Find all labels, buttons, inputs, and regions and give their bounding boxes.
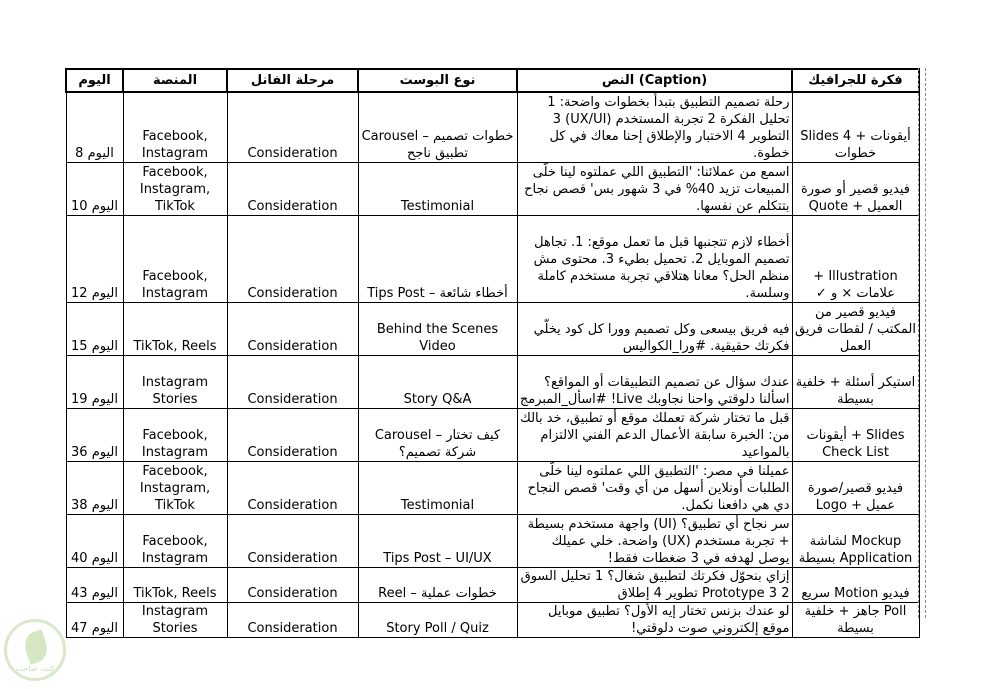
row-platform: Facebook, Instagram [123, 514, 227, 567]
content-calendar-table [65, 68, 920, 638]
row-platform: Facebook, Instagram [123, 408, 227, 461]
row-day: اليوم 38 [66, 461, 123, 514]
row-caption: عميلنا في مصر: 'التطبيق اللي عملتوه لينا خلّى الطلبات أونلاين أسهل من أي وقت' قصص النجاح دي هي دافعنا نكمل. [517, 461, 792, 514]
row-day: اليوم 40 [66, 514, 123, 567]
header-type: نوع البوست [358, 69, 517, 92]
header-day: اليوم [66, 69, 123, 92]
row-day: اليوم 47 [66, 602, 123, 637]
row-graphic: فيديو قصير أو صورة العميل + Quote [792, 162, 919, 215]
table-row [66, 355, 919, 408]
row-type: Behind the Scenes Video [358, 302, 517, 355]
header-row [66, 69, 919, 92]
row-stage: Consideration [227, 162, 358, 215]
row-caption: عندك سؤال عن تصميم التطبيقات أو المواقع؟ اسألنا دلوقتي واحنا نجاوبك Live! #اسأل_المبرمج [517, 355, 792, 408]
row-caption: أخطاء لازم تتجنبها قبل ما تعمل موقع: 1. تجاهل تصميم الموبايل 2. تحميل بطيء 3. محتوى مش منظم الحل؟ معانا هتلاقي تجربة مستخدم كاملة وسلسة. [517, 215, 792, 302]
row-caption: فيه فريق بيسعى وكل تصميم وورا كل كود يخلّي فكرتك حقيقية. #ورا_الكواليس [517, 302, 792, 355]
table-row [66, 162, 919, 215]
row-platform: Facebook, Instagram, TikTok [123, 162, 227, 215]
row-graphic: فيديو قصير/صورة عميل + Logo [792, 461, 919, 514]
row-day: اليوم 8 [66, 92, 123, 162]
row-day: اليوم 10 [66, 162, 123, 215]
row-type: Carousel – خطوات تصميم تطبيق ناجح [358, 92, 517, 162]
row-type: Tips Post – UI/UX [358, 514, 517, 567]
row-type: Reel – خطوات عملية [358, 567, 517, 602]
row-stage: Consideration [227, 302, 358, 355]
row-graphic: استيكر أسئلة + خلفية بسيطة [792, 355, 919, 408]
row-graphic: فيديو قصير من المكتب / لقطات فريق العمل [792, 302, 919, 355]
header-graphic: فكرة للجرافيك [792, 69, 919, 92]
row-caption: لو عندك بزنس تختار إيه الأول؟ تطبيق موبايل موقع إلكتروني صوت دلوقتي! [517, 602, 792, 637]
row-type: Story Poll / Quiz [358, 602, 517, 637]
row-caption: قبل ما تختار شركة تعملك موقع أو تطبيق، خد بالك من: الخبرة سابقة الأعمال الدعم الفني الالتزام بالمواعيد [517, 408, 792, 461]
table-row [66, 602, 919, 637]
row-stage: Consideration [227, 92, 358, 162]
row-stage: Consideration [227, 408, 358, 461]
row-day: اليوم 12 [66, 215, 123, 302]
table-row [66, 302, 919, 355]
page-edge-markers [918, 68, 926, 618]
row-type: Story Q&A [358, 355, 517, 408]
row-platform: Facebook, Instagram, TikTok [123, 461, 227, 514]
row-stage: Consideration [227, 514, 358, 567]
row-day: اليوم 15 [66, 302, 123, 355]
row-stage: Consideration [227, 461, 358, 514]
header-stage: مرحلة الفانل [227, 69, 358, 92]
row-graphic: Slides + أيقونات Check List [792, 408, 919, 461]
row-type: Carousel – كيف تختار شركة تصميم؟ [358, 408, 517, 461]
table-row [66, 567, 919, 602]
watermark-logo [4, 619, 66, 681]
row-type: Testimonial [358, 162, 517, 215]
row-graphic: Illustration + علامات × و ✓ [792, 215, 919, 302]
row-stage: Consideration [227, 602, 358, 637]
row-caption: رحلة تصميم التطبيق بتبدأ بخطوات واضحة: 1 تحليل الفكرة 2 تجربة المستخدم (UX/UI) 3 التطوير 4 الاختبار والإطلاق إحنا معاك في كل خطوة. [517, 92, 792, 162]
row-stage: Consideration [227, 215, 358, 302]
row-platform: Facebook, Instagram [123, 92, 227, 162]
table-row [66, 215, 919, 302]
table-row [66, 514, 919, 567]
row-platform: Instagram Stories [123, 355, 227, 408]
row-caption: اسمع من عملائنا: 'التطبيق اللي عملتوه لينا خلّى المبيعات تزيد 40% في 3 شهور بس' قصص نجاح بتتكلم عن نفسها. [517, 162, 792, 215]
row-caption: إزاي بنحوّل فكرتك لتطبيق شغال؟ 1 تحليل السوق 2 Prototype 3 تطوير 4 إطلاق [517, 567, 792, 602]
table-row [66, 461, 919, 514]
header-caption: النص (Caption) [517, 69, 792, 92]
row-platform: TikTok, Reels [123, 567, 227, 602]
row-day: اليوم 43 [66, 567, 123, 602]
row-type: Tips Post – أخطاء شائعة [358, 215, 517, 302]
logo-text: كنت صاحب [15, 664, 55, 673]
row-stage: Consideration [227, 567, 358, 602]
row-platform: Facebook, Instagram [123, 215, 227, 302]
header-platform: المنصة [123, 69, 227, 92]
table-row [66, 92, 919, 162]
row-day: اليوم 36 [66, 408, 123, 461]
row-type: Testimonial [358, 461, 517, 514]
row-stage: Consideration [227, 355, 358, 408]
row-graphic: أيقونات + 4 Slides خطوات [792, 92, 919, 162]
row-graphic: فيديو Motion سريع [792, 567, 919, 602]
row-platform: TikTok, Reels [123, 302, 227, 355]
table-row [66, 408, 919, 461]
row-platform: Instagram Stories [123, 602, 227, 637]
row-day: اليوم 19 [66, 355, 123, 408]
row-graphic: Mockup لشاشة Application بسيطة [792, 514, 919, 567]
row-graphic: Poll جاهز + خلفية بسيطة [792, 602, 919, 637]
row-caption: سر نجاح أي تطبيق؟ (UI) واجهة مستخدم بسيطة + تجربة مستخدم (UX) واضحة. خلي عميلك يوصل لهدفه في 3 ضغطات فقط! [517, 514, 792, 567]
leaf-icon [21, 629, 52, 665]
